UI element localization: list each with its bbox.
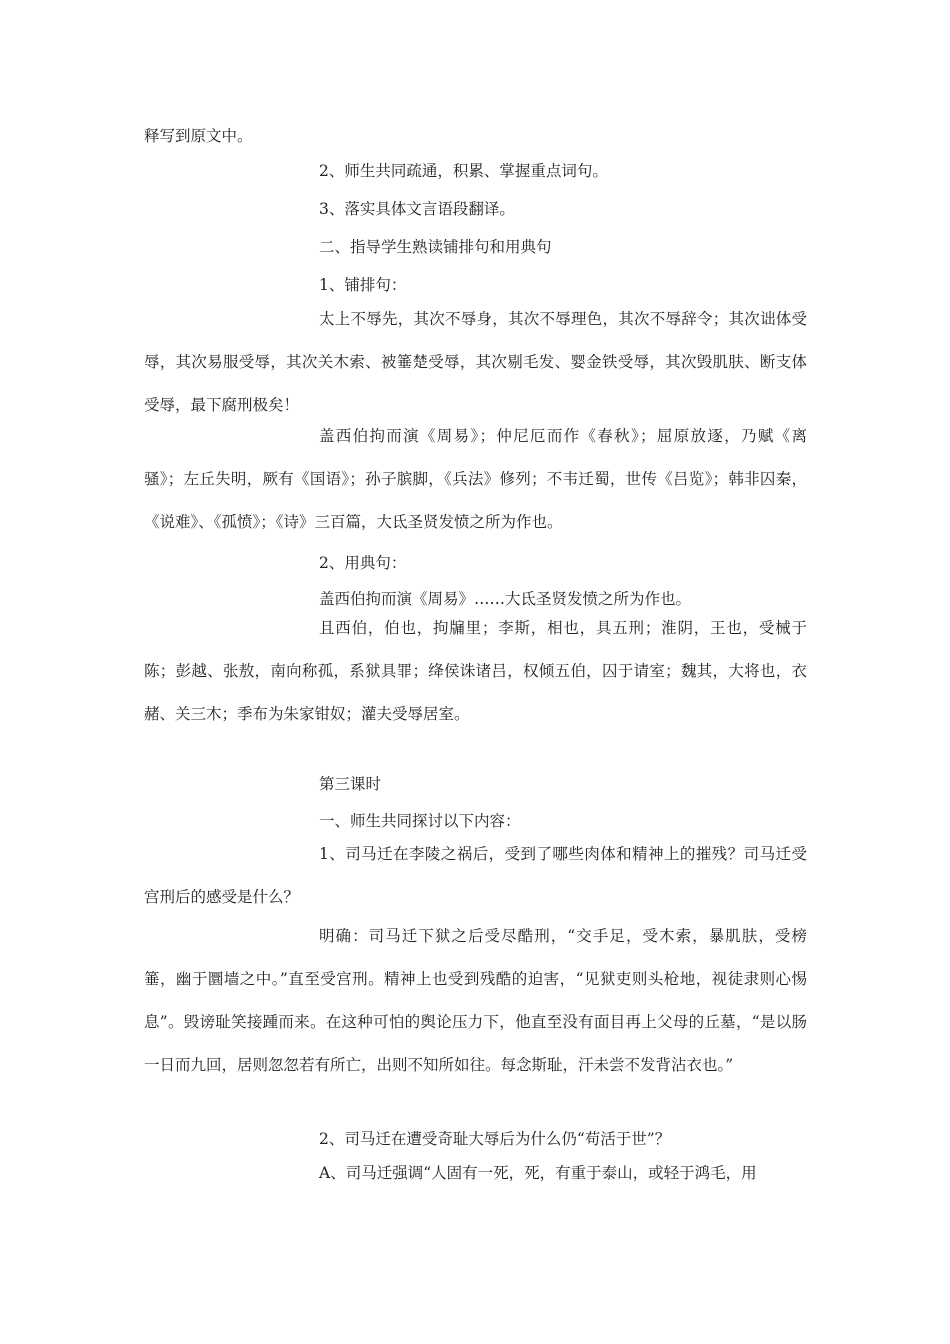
section-heading-2: 二、指导学生熟读铺排句和用典句 bbox=[319, 238, 552, 256]
paragraph-question-2: 2、司马迁在遭受奇耻大辱后为什么仍“苟活于世”？ bbox=[319, 1130, 671, 1148]
paragraph-parallel-example-1: 太上不辱先，其次不辱身，其次不辱理色，其次不辱辞令；其次诎体受辱，其次易服受辱，其次关木索、被箠楚受辱，其次剔毛发、婴金铁受辱，其次毁肌肤、断支体受辱，最下腐刑极矣！ bbox=[144, 310, 807, 414]
paragraph-continuation: 释写到原文中。 bbox=[144, 127, 253, 145]
paragraph-parallel-example-2: 盖西伯拘而演《周易》；仲尼厄而作《春秋》；屈原放逐，乃赋《离骚》；左丘失明，厥有《国语》；孙子膑脚，《兵法》修列；不韦迁蜀，世传《吕览》；韩非囚秦，《说难》、《孤愤》；《诗》三百篇，大氐圣贤发愤之所为作也。 bbox=[144, 427, 807, 531]
paragraph-step-3: 3、落实具体文言语段翻译。 bbox=[319, 200, 515, 218]
paragraph-allusion-example-2: 且西伯，伯也，拘牖里；李斯，相也，具五刑；淮阴，王也，受械于陈；彭越、张敖，南向称孤，系狱具罪；绛侯诛诸吕，权倾五伯，囚于请室；魏其，大将也，衣赭、关三木；季布为朱家钳奴；灌夫受辱居室。 bbox=[144, 619, 807, 723]
paragraph-question-1: 1、司马迁在李陵之祸后，受到了哪些肉体和精神上的摧残？司马迁受宫刑后的感受是什么？ bbox=[144, 845, 807, 906]
paragraph-answer-2a: A、司马迁强调“人固有一死，死，有重于泰山，或轻于鸿毛，用 bbox=[319, 1164, 757, 1182]
paragraph-step-2: 2、师生共同疏通，积累、掌握重点词句。 bbox=[319, 162, 608, 180]
section-heading-discussion: 一、师生共同探讨以下内容： bbox=[319, 812, 521, 830]
paragraph-answer-1: 明确：司马迁下狱之后受尽酷刑，“交手足，受木索，暴肌肤，受榜箠，幽于圜墙之中。”直至受宫刑。精神上也受到残酷的迫害，“见狱吏则头枪地，视徒隶则心惕息”。毁谤耻笑接踵而来。在这种可怕的舆论压力下，他直至没有面目再上父母的丘墓，“是以肠一日而九回，居则忽忽若有所亡，出则不知所如往。每念斯耻，汗未尝不发背沾衣也。” bbox=[144, 927, 807, 1074]
lesson-heading-third: 第三课时 bbox=[319, 775, 382, 793]
subheading-parallel-sentences: 1、铺排句： bbox=[319, 276, 407, 294]
paragraph-allusion-example-1: 盖西伯拘而演《周易》……大氐圣贤发愤之所为作也。 bbox=[319, 590, 692, 608]
subheading-allusion-sentences: 2、用典句： bbox=[319, 554, 407, 572]
